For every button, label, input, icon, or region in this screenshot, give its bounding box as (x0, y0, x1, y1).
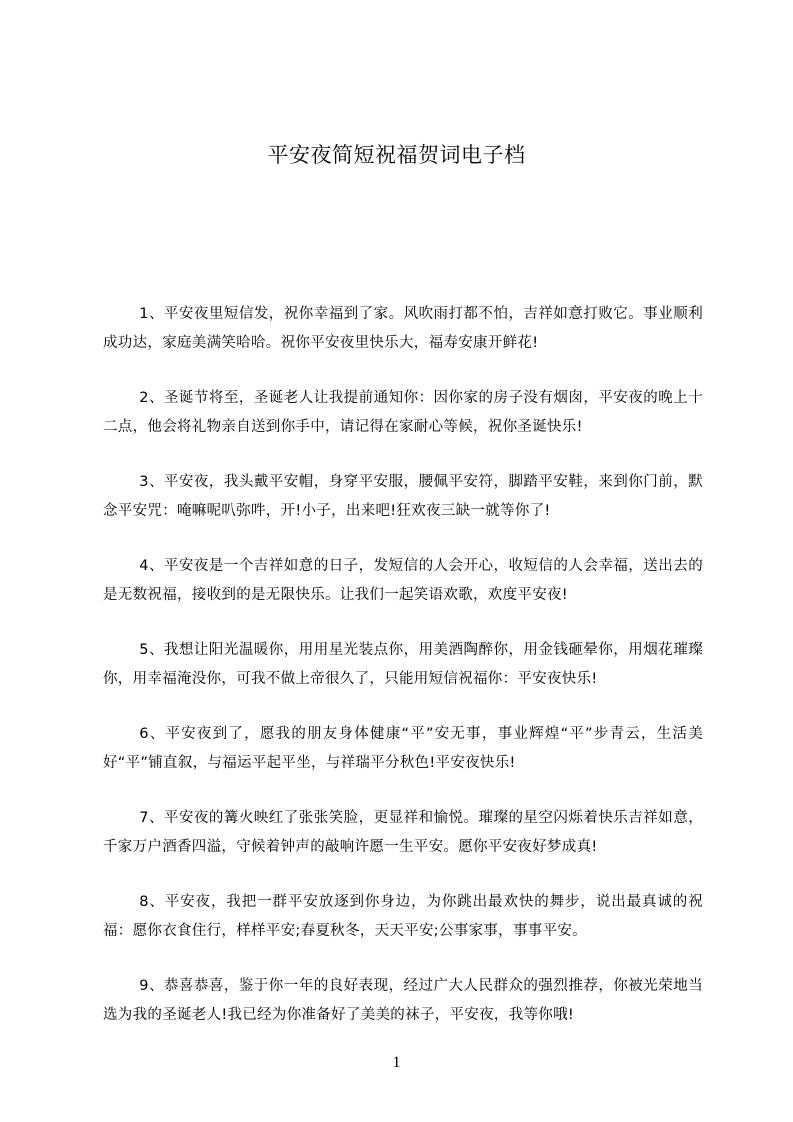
paragraph-6: 6、平安夜到了，愿我的朋友身体健康“平”安无事，事业辉煌“平”步青云，生活美好“平”铺直叙，与福运平起平坐，与祥瑞平分秋色!平安夜快乐! (103, 726, 703, 771)
paragraph-5: 5、我想让阳光温暖你，用用星光装点你，用美酒陶醉你，用金钱砸晕你，用烟花璀璨你，用幸福淹没你，可我不做上帝很久了，只能用短信祝福你：平安夜快乐! (103, 642, 703, 687)
paragraph-3: 3、平安夜，我头戴平安帽，身穿平安服，腰佩平安符，脚踏平安鞋，来到你门前，默念平安咒：唵嘛呢叭弥吽，开!小子，出来吧!狂欢夜三缺一就等你了! (103, 474, 703, 519)
document-body (103, 300, 703, 1056)
paragraph-8: 8、平安夜，我把一群平安放逐到你身边，为你跳出最欢快的舞步，说出最真诚的祝福：愿你衣食住行，样样平安;春夏秋冬，天天平安;公事家事，事事平安。 (103, 894, 703, 939)
document-title: 平安夜简短祝福贺词电子档 (267, 143, 526, 167)
paragraph-4: 4、平安夜是一个吉祥如意的日子，发短信的人会开心，收短信的人会幸福，送出去的是无数祝福，接收到的是无限快乐。让我们一起笑语欢歌，欢度平安夜! (103, 558, 703, 603)
paragraph-2: 2、圣诞节将至，圣诞老人让我提前通知你：因你家的房子没有烟囱，平安夜的晚上十二点，他会将礼物亲自送到你手中，请记得在家耐心等候，祝你圣诞快乐! (103, 390, 703, 435)
page-number: 1 (392, 1054, 401, 1071)
paragraph-9: 9、恭喜恭喜，鉴于你一年的良好表现，经过广大人民群众的强烈推荐，你被光荣地当选为我的圣诞老人!我已经为你准备好了美美的袜子，平安夜，我等你哦! (103, 978, 703, 1023)
paragraph-7: 7、平安夜的篝火映红了张张笑脸，更显祥和愉悦。璀璨的星空闪烁着快乐吉祥如意，千家万户酒香四溢，守候着钟声的敲响许愿一生平安。愿你平安夜好梦成真! (103, 810, 703, 855)
paragraph-1: 1、平安夜里短信发，祝你幸福到了家。风吹雨打都不怕，吉祥如意打败它。事业顺利成功达，家庭美满笑哈哈。祝你平安夜里快乐大，福寿安康开鲜花! (103, 306, 703, 351)
